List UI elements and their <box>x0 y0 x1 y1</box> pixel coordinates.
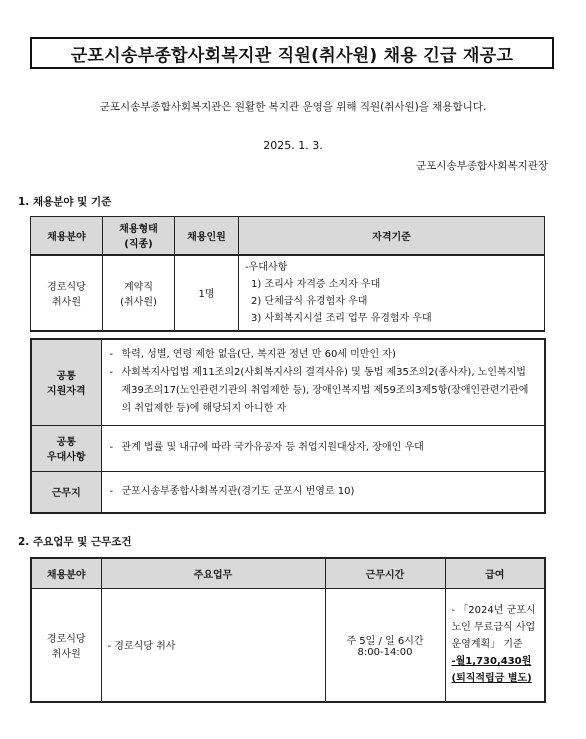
common-qual-text-1: 학력, 성별, 연령 제한 없음(단, 복지관 정년 만 60세 미만인 자) <box>121 349 396 361</box>
director-signature: 군포시송부종합사회복지관장 <box>416 160 548 172</box>
salary-line3: 운영계획」 기준 <box>451 639 523 651</box>
col-salary: 급여 <box>445 558 545 588</box>
common-pref-label <box>31 425 101 471</box>
pref-item-1: 1) 조리사 자격증 소지자 우대 <box>251 278 381 290</box>
page-title: 군포시송부종합사회복지관 직원(취사원) 채용 긴급 재공고 <box>30 37 554 69</box>
section-1-heading: 1. 채용분야 및 기준 <box>18 196 112 208</box>
common-qual-item-2 <box>110 364 537 418</box>
recruitment-table <box>30 216 545 332</box>
col-work-hours: 근무시간 <box>325 558 445 588</box>
salary-line1: - 「2024년 군포시 <box>451 605 536 617</box>
work-hours-cell <box>325 588 445 702</box>
common-qual-content <box>101 339 545 425</box>
duty-field-line1: 경로식당 <box>46 633 86 645</box>
common-qual-label-1: 공통 <box>56 371 76 383</box>
common-qual-item-1 <box>110 346 537 364</box>
recruitment-row <box>31 255 545 331</box>
col-headcount: 채용인원 <box>175 217 239 255</box>
common-pref-content <box>101 425 545 471</box>
common-qual-text-2: 사회복지사업법 제11조의2(사회복지사의 결격사유) 및 동법 제35조의2(종사자), 노인복지법 제39조의17(노인관련기관의 취업제한 등), 장애인복지법 제59조의3제5항(장애인관련기관에의 취업제한 등)에 해당되지 아니한 자 <box>121 367 529 415</box>
type-cell <box>103 255 175 331</box>
common-pref-text: 관계 법률 및 내규에 따라 국가유공자 등 취업지원대상자, 장애인 우대 <box>121 442 424 453</box>
bullet-dash: - <box>109 485 114 497</box>
bullet-dash: - <box>109 442 114 453</box>
workplace-row <box>31 471 545 513</box>
common-qual-label-2: 지원자격 <box>46 386 86 398</box>
duty-field-cell <box>31 588 101 702</box>
workplace-content <box>101 471 545 513</box>
workplace-item <box>110 483 537 501</box>
bullet-dash: - <box>109 367 114 379</box>
salary-cell <box>445 588 545 702</box>
col-type-line2: (직종) <box>124 239 153 251</box>
duty-field-line2: 취사원 <box>51 648 81 660</box>
col-field: 채용분야 <box>31 558 101 588</box>
workplace-label: 근무지 <box>31 471 101 513</box>
field-cell <box>31 255 103 331</box>
common-qual-label <box>31 339 101 425</box>
bullet-dash: - <box>109 349 114 361</box>
intro-text: 군포시송부종합사회복지관은 원활한 복지관 운영을 위해 직원(취사원)을 채용합니다. <box>99 101 487 113</box>
duty-task-cell: - 경로식당 취사 <box>101 588 325 702</box>
pref-item-2: 2) 단체급식 유경험자 우대 <box>251 295 368 307</box>
pref-title: -우대사항 <box>245 261 288 273</box>
duties-header-row <box>31 558 545 588</box>
field-line1: 경로식당 <box>47 281 86 293</box>
col-type-line1: 채용형태 <box>119 224 158 236</box>
field-line2: 취사원 <box>52 296 81 308</box>
headcount-cell: 1명 <box>175 255 239 331</box>
workplace-text: 군포시송부종합사회복지관(경기도 군포시 번영로 10) <box>121 485 355 497</box>
salary-line2: 노인 무료급식 사업 <box>451 622 536 634</box>
common-qualification-row <box>31 339 545 425</box>
duties-table <box>30 557 546 703</box>
work-hours-line1: 주 5일 / 일 6시간 <box>346 635 424 647</box>
col-type <box>103 217 175 255</box>
type-line1: 계약직 <box>124 281 153 293</box>
col-main-duty: 주요업무 <box>101 558 325 588</box>
salary-amount: -월1,730,430원 <box>451 656 532 668</box>
common-pref-item <box>110 439 537 457</box>
pref-item-3: 3) 사회복지시설 조리 업무 유경험자 우대 <box>251 312 432 324</box>
recruitment-header-row <box>31 217 545 255</box>
work-hours-line2: 8:00-14:00 <box>357 646 413 658</box>
common-conditions-table <box>30 338 546 514</box>
common-pref-label-1: 공통 <box>56 437 76 448</box>
common-pref-label-2: 우대사항 <box>46 452 86 463</box>
common-preference-row <box>31 425 545 471</box>
salary-note: (퇴직적립금 별도) <box>451 673 532 685</box>
col-field: 채용분야 <box>31 217 103 255</box>
notice-date: 2025. 1. 3. <box>263 139 323 152</box>
section-2-heading: 2. 주요업무 및 근무조건 <box>18 536 132 548</box>
duties-row <box>31 588 545 702</box>
col-qualification: 자격기준 <box>239 217 545 255</box>
qualification-cell <box>239 255 545 331</box>
type-line2: (취사원) <box>120 296 157 308</box>
